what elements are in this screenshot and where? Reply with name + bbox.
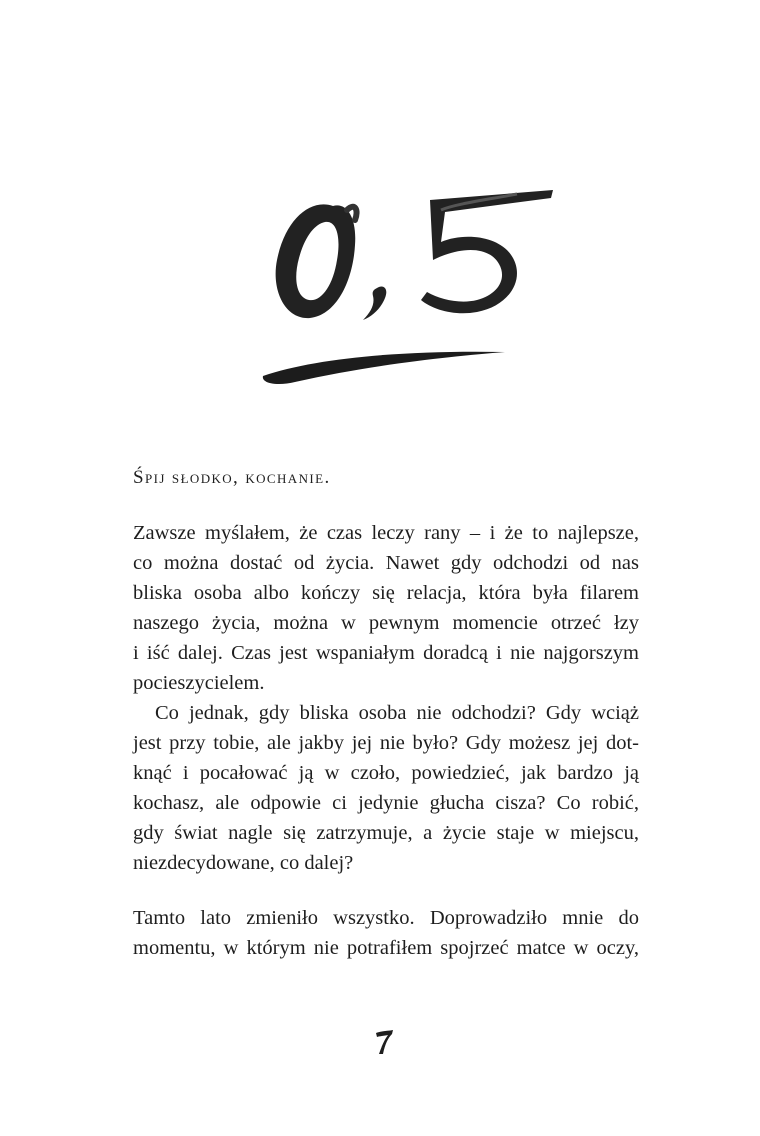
text-line: pocieszycielem. <box>133 672 265 694</box>
epigraph: Śpij słodko, kochanie. <box>133 467 331 488</box>
page-number-glyph-icon <box>374 1028 394 1056</box>
paragraph-3 <box>133 903 639 963</box>
text-line: knąć i pocałować ją w czoło, powiedzieć, jak bardzo ją <box>133 762 639 784</box>
text-line: momentu, w którym nie potrafiłem spojrzeć matce w oczy, <box>133 937 639 959</box>
text-line: jest przy tobie, ale jakby jej nie było? Gdy możesz jej dot- <box>133 732 639 754</box>
text-line: co można dostać od życia. Nawet gdy odchodzi od nas <box>133 552 639 574</box>
text-line: Tamto lato zmieniło wszystko. Doprowadziło mnie do <box>133 907 639 929</box>
text-line: niezdecydowane, co dalej? <box>133 852 354 874</box>
text-line: i iść dalej. Czas jest wspaniałym doradcą i nie najgorszym <box>133 642 639 664</box>
paragraph-2 <box>133 698 639 878</box>
text-line: Zawsze myślałem, że czas leczy rany – i że to najlepsze, <box>133 522 639 544</box>
brush-lettering-icon <box>255 180 555 400</box>
chapter-number-brush <box>255 180 555 400</box>
text-line: naszego życia, można w pewnym momencie otrzeć łzy <box>133 612 639 634</box>
text-line: kochasz, ale odpowie ci jedynie głucha cisza? Co robić, <box>133 792 639 814</box>
brush-underline <box>263 352 505 384</box>
text-line: gdy świat nagle się zatrzymuje, a życie staje w miejscu, <box>133 822 639 844</box>
brush-zero <box>276 204 356 318</box>
text-line: Co jednak, gdy bliska osoba nie odchodzi? Gdy wciąż <box>155 702 639 724</box>
paragraph-1 <box>133 518 639 698</box>
text-line: bliska osoba albo kończy się relacja, która była filarem <box>133 582 639 604</box>
page-number <box>374 1028 394 1056</box>
brush-comma <box>363 286 386 320</box>
